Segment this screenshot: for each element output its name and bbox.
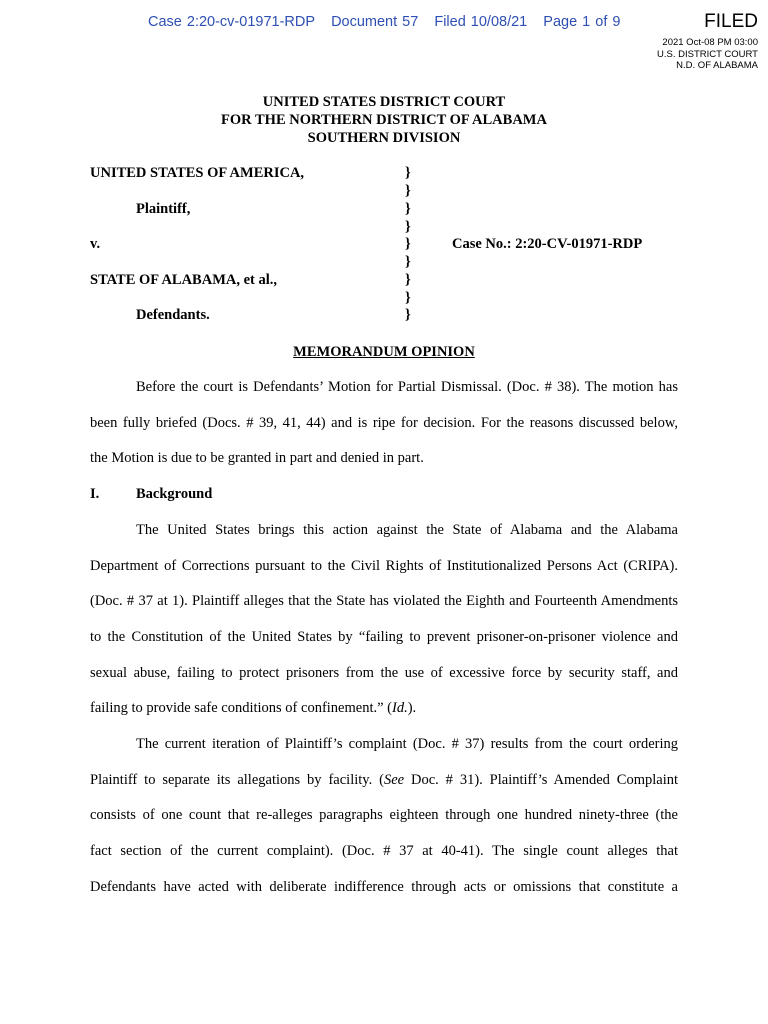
paragraph-line: fact section of the current complaint). (Doc. # 37 at 40-41). The single count alleges that (90, 843, 678, 860)
text-segment: Plaintiff to separate its allegations by facility. ( (90, 771, 384, 788)
paragraph-line: Department of Corrections pursuant to the Civil Rights of Institutionalized Persons Act (CRIPA). (90, 557, 678, 574)
caption-case-number: Case No.: 2:20-CV-01971-RDP (452, 236, 643, 252)
ecf-header (148, 14, 631, 30)
paragraph-line: sexual abuse, failing to protect prisoners from the use of excessive force by security staff, and (90, 664, 678, 681)
text-segment: ). (407, 700, 417, 717)
court-heading (0, 93, 768, 147)
caption-brace: } (405, 183, 411, 199)
paragraph-line (90, 691, 678, 727)
paragraph-line: Defendants have acted with deliberate indifference through acts or omissions that constitute a (90, 878, 678, 895)
caption-brace: } (405, 290, 411, 306)
paragraph-line: The current iteration of Plaintiff’s complaint (Doc. # 37) results from the court ordering (136, 736, 678, 752)
paragraph-line: Before the court is Defendants’ Motion for Partial Dismissal. (Doc. # 38). The motion has (136, 379, 678, 395)
paragraph-line: consists of one count that re-alleges paragraphs eighteen through one hundred ninety-three (the (90, 807, 678, 824)
caption-brace: } (405, 272, 411, 288)
filed-court: U.S. DISTRICT COURT (657, 48, 758, 60)
filed-district: N.D. OF ALABAMA (676, 60, 758, 71)
paragraph-line: been fully briefed (Docs. # 39, 41, 44) and is ripe for decision. For the reasons discussed below, (90, 414, 678, 431)
case-number: Case 2:20-cv-01971-RDP (148, 14, 316, 30)
paragraph-complaint (90, 727, 678, 905)
filed-stamp-label: FILED (704, 11, 758, 32)
caption-brace: } (405, 307, 411, 323)
court-line-3: SOUTHERN DIVISION (307, 130, 461, 146)
text-segment: Doc. # 31). Plaintiff’s Amended Complaint (404, 771, 679, 788)
court-line-2: FOR THE NORTHERN DISTRICT OF ALABAMA (221, 112, 547, 128)
caption-brace: } (405, 219, 411, 235)
citation-see: See (383, 771, 405, 788)
plaintiff-name: UNITED STATES OF AMERICA, (90, 165, 305, 181)
page-indicator: Page 1 of 9 (543, 14, 621, 30)
text-segment: failing to provide safe conditions of confinement.” ( (90, 700, 392, 717)
caption-brace: } (405, 254, 411, 270)
paragraph-line: The United States brings this action against the State of Alabama and the Alabama (136, 522, 678, 538)
plaintiff-role: Plaintiff, (136, 201, 191, 217)
section-number: I. (90, 486, 100, 502)
section-title: Background (136, 486, 213, 502)
paragraph-intro (90, 370, 678, 477)
document-title: MEMORANDUM OPINION (293, 344, 475, 360)
paragraph-line: the Motion is due to be granted in part and denied in part. (90, 450, 424, 467)
versus: v. (90, 236, 101, 252)
citation-id: Id. (392, 700, 408, 717)
court-line-1: UNITED STATES DISTRICT COURT (262, 94, 506, 110)
paragraph-line: (Doc. # 37 at 1). Plaintiff alleges that the State has violated the Eighth and Fourteenth Amendments (90, 593, 678, 610)
defendant-name: STATE OF ALABAMA, et al., (90, 272, 278, 288)
paragraph-line (90, 763, 678, 799)
caption-brace: } (405, 165, 411, 181)
paragraph-line: to the Constitution of the United States by “failing to prevent prisoner-on-prisoner violence and (90, 629, 678, 646)
section-heading (90, 486, 212, 503)
filed-timestamp: 2021 Oct-08 PM 03:00 (662, 37, 758, 48)
filed-date: Filed 10/08/21 (434, 14, 528, 30)
caption-brace: } (405, 236, 411, 252)
filed-stamp (657, 37, 758, 72)
defendant-role: Defendants. (136, 307, 210, 323)
document-number: Document 57 (331, 14, 419, 30)
caption-brace: } (405, 201, 411, 217)
paragraph-background (90, 513, 678, 727)
